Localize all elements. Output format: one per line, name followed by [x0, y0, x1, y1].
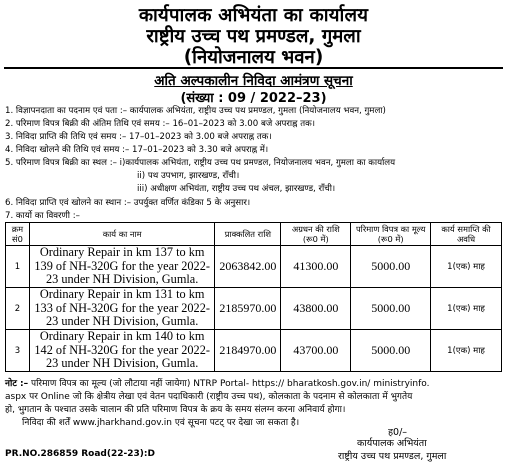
- detail-line: 1. विज्ञापनदाता का पदनाम एवं पता :– कार्यपालक अभियंता, राष्ट्रीय उच्च पथ प्रमण्डल, गुमला (नियोजनालय भवन, गुमला): [5, 106, 386, 116]
- cell-sn: 3: [6, 330, 30, 372]
- cell-period: 1(एक) माह: [431, 288, 502, 330]
- cell-estimate: 2185970.00: [215, 288, 281, 330]
- cell-work-name: Ordinary Repair in km 137 to km 139 of NH-320G for the year 2022-23 under NH Division, Gumla.: [29, 246, 214, 288]
- note-line-3: हो, भुगतान के पश्चात उसके चालान की प्रति परिमाण विपत्र के क्रय के समय संलग्न करना अनिवार्य होगा।: [5, 405, 346, 415]
- detail-line: 5. परिमाण विपत्र बिक्री का स्थल :– i)कार्यपालक अभियंता, राष्ट्रीय उच्च पथ प्रमण्डल, नियोजनालय भवन, गुमला का कार्यालय: [5, 158, 396, 168]
- detail-line: iii) अधीक्षण अभियंता, राष्ट्रीय उच्च पथ अंचल, झारखण्ड, राँची।: [137, 184, 336, 194]
- cell-sn: 2: [6, 288, 30, 330]
- cell-earnest: 41300.00: [281, 246, 351, 288]
- signature-office: राष्ट्रीय उच्च पथ प्रमण्डल, गुमला: [338, 451, 447, 462]
- pr-number: PR.NO.286859 Road(22-23):D: [5, 449, 155, 459]
- col-header-period: कार्य समाप्ति की अवधि: [431, 223, 502, 246]
- cell-estimate: 2063842.00: [215, 246, 281, 288]
- building-title: (नियोजनालय भवन): [183, 47, 324, 68]
- works-table: [5, 222, 502, 372]
- notice-number: (संख्या : 09 / 2022–23): [180, 91, 327, 106]
- detail-line: 4. निविदा खोलने की तिथि एवं समय :– 17–01–2023 को 3.30 बजे अपराह्न में।: [5, 145, 269, 155]
- cell-sn: 1: [6, 246, 30, 288]
- table-row: [6, 246, 502, 288]
- table-row: [6, 288, 502, 330]
- cell-work-name: Ordinary Repair in km 140 to km 142 of NH-320G for the year 2022-23 under NH Division, Gumla.: [29, 330, 214, 372]
- cell-period: 1(एक) माह: [431, 330, 502, 372]
- division-title: राष्ट्रीय उच्च पथ प्रमण्डल, गुमला: [146, 26, 361, 47]
- cell-work-name: Ordinary Repair in km 131 to km 133 of NH-320G for the year 2022-23 under NH Division, Gumla.: [29, 288, 214, 330]
- detail-line: ii) पथ उपभाग, झारखण्ड, राँची।: [137, 171, 240, 181]
- table-header-row: [6, 223, 502, 246]
- note-text: परिमाण विपत्र का मूल्य (जो लौटाया नहीं जायेगा) NTRP Portal- https:// bharatkosh.gov.in/ ministryinfo.: [30, 379, 430, 389]
- col-header-cost: परिमाण विपत्र का मूल्य (रू0 में): [351, 223, 431, 246]
- table-row: [6, 330, 502, 372]
- cell-earnest: 43800.00: [281, 288, 351, 330]
- detail-line: 7. कार्यो का विवरणी :–: [5, 211, 80, 221]
- cell-estimate: 2184970.00: [215, 330, 281, 372]
- signature-sd: ह0/–: [388, 427, 408, 438]
- cell-cost: 5000.00: [351, 246, 431, 288]
- note-label: नोट :–: [5, 379, 29, 389]
- office-title: कार्यपालक अभियंता का कार्यालय: [138, 5, 369, 26]
- col-header-sn: क्रम सं0: [6, 223, 30, 246]
- cell-cost: 5000.00: [351, 330, 431, 372]
- notice-title: अति अल्पकालीन निविदा आमंत्रण सूचना: [154, 73, 353, 89]
- cell-earnest: 43700.00: [281, 330, 351, 372]
- header-divider: [4, 67, 503, 69]
- note-line-2: aspx पर Online जो कि क्षेत्रीय लेखा एवं वेतन पदाधिकारी (राष्ट्रीय उच्च पथ), कोलकाता के पदनाम से कोलकाता में भुगतेय: [5, 392, 413, 402]
- note-line-1: [5, 376, 502, 389]
- col-header-estimate: प्राक्कलित राशि: [215, 223, 281, 246]
- detail-line: 6. निविदा प्राप्ति एवं खोलने का स्थान :– उपर्युक्त वर्णित कंडिका 5 के अनुसार।: [5, 198, 251, 208]
- cell-cost: 5000.00: [351, 288, 431, 330]
- signature-designation: कार्यपालक अभियंता: [357, 438, 427, 449]
- detail-line: 2. परिमाण विपत्र बिक्री की अंतिम तिथि एवं समय :– 16–01–2023 को 3.00 बजे अपराह्न तक।: [5, 119, 315, 129]
- cell-period: 1(एक) माह: [431, 246, 502, 288]
- detail-line: 3. निविदा प्राप्ति की तिथि एवं समय :– 17–01–2023 को 3.00 बजे अपराह्न तक।: [5, 132, 272, 142]
- col-header-name: कार्य का नाम: [29, 223, 214, 246]
- col-header-earnest: अग्रधन की राशि (रू0 में): [281, 223, 351, 246]
- note-line-4: निविदा की शर्तें www.jharkhand.gov.in एवं सूचना पटट् पर देखा जा सकता है।: [22, 418, 300, 428]
